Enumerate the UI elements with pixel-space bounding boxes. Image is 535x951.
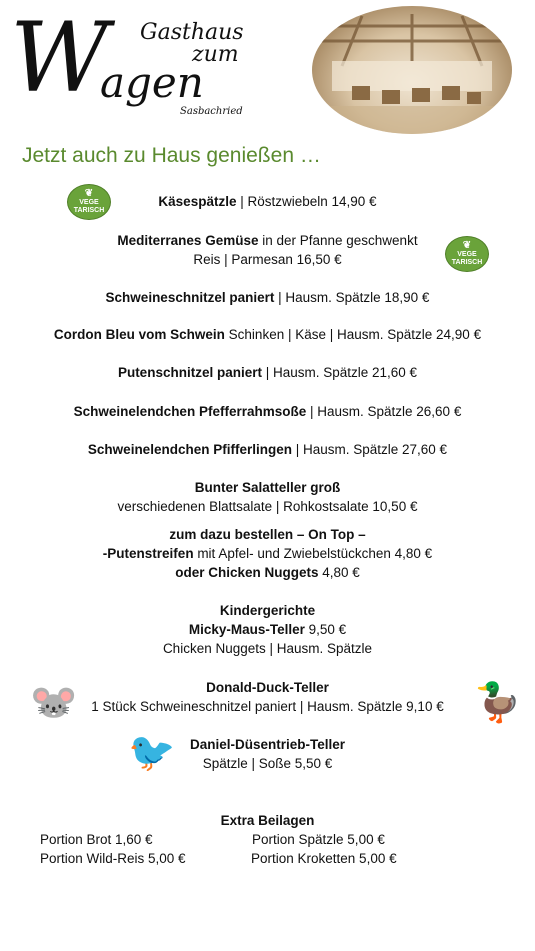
- logo-zum: zum: [192, 42, 239, 67]
- extras-title: zum dazu bestellen – On Top –: [169, 527, 366, 542]
- kids-section: Kindergerichte Micky-Maus-Teller 9,50 € Chicken Nuggets | Hausm. Spätzle: [162, 603, 373, 656]
- extras-section: zum dazu bestellen – On Top – -Putenstreifen mit Apfel- und Zwiebelstückchen 4,80 € oder Chicken Nuggets 4,80 €: [102, 527, 433, 580]
- side-item-spaetzle: Portion Spätzle 5,00 €: [252, 832, 385, 847]
- side-item-kroketten: Portion Kroketten 5,00 €: [251, 851, 397, 866]
- kids-title: Kindergerichte: [219, 603, 316, 618]
- donald-duck-icon: 🦆: [474, 682, 522, 724]
- vegetarian-badge-icon: ❦ VEGE TARISCH: [445, 236, 489, 272]
- menu-item-donald-duck: Donald-Duck-Teller 1 Stück Schweineschnitzel paniert | Hausm. Spätzle 9,10 €: [91, 680, 444, 714]
- menu-item-schweinelendchen-pfifferlinge: Schweinelendchen Pfifferlingen | Hausm. Spätzle 27,60 €: [87, 442, 448, 457]
- side-item-wildreis: Portion Wild-Reis 5,00 €: [40, 851, 186, 866]
- logo-wagen: agen: [100, 58, 204, 107]
- sides-title: Extra Beilagen: [220, 813, 315, 828]
- side-item-brot: Portion Brot 1,60 €: [40, 832, 153, 847]
- menu-item-mediterranes-gemuese: Mediterranes Gemüse in der Pfanne geschwenkt Reis | Parmesan 16,50 €: [117, 233, 418, 267]
- logo-place: Sasbachried: [180, 106, 243, 117]
- menu-item-kaesespaetzle: Käsespätzle | Röstzwiebeln 14,90 €: [158, 194, 377, 209]
- vegetarian-badge-icon: ❦ VEGE TARISCH: [67, 184, 111, 220]
- menu-item-daniel-duesentrieb: Daniel-Düsentrieb-Teller Spätzle | Soße 5,50 €: [189, 737, 346, 771]
- logo-gasthaus: Gasthaus: [140, 20, 244, 45]
- headline: Jetzt auch zu Haus genießen …: [22, 144, 321, 167]
- daniel-duesentrieb-icon: 🐦: [128, 732, 176, 774]
- mickey-mouse-icon: 🐭: [30, 682, 78, 724]
- menu-item-cordon-bleu: Cordon Bleu vom Schwein Schinken | Käse | Hausm. Spätzle 24,90 €: [53, 327, 482, 342]
- menu-item-schweinelendchen-pfeffer: Schweinelendchen Pfefferrahmsoße | Hausm. Spätzle 26,60 €: [73, 404, 462, 419]
- menu-item-salatteller: Bunter Salatteller groß verschiedenen Blattsalate | Rohkostsalate 10,50 €: [117, 480, 418, 514]
- logo-letter: W: [10, 2, 109, 114]
- menu-item-putenschnitzel: Putenschnitzel paniert | Hausm. Spätzle 21,60 €: [117, 365, 418, 380]
- menu-item-schweineschnitzel: Schweineschnitzel paniert | Hausm. Spätzle 18,90 €: [105, 290, 430, 305]
- restaurant-interior-photo: [312, 6, 512, 134]
